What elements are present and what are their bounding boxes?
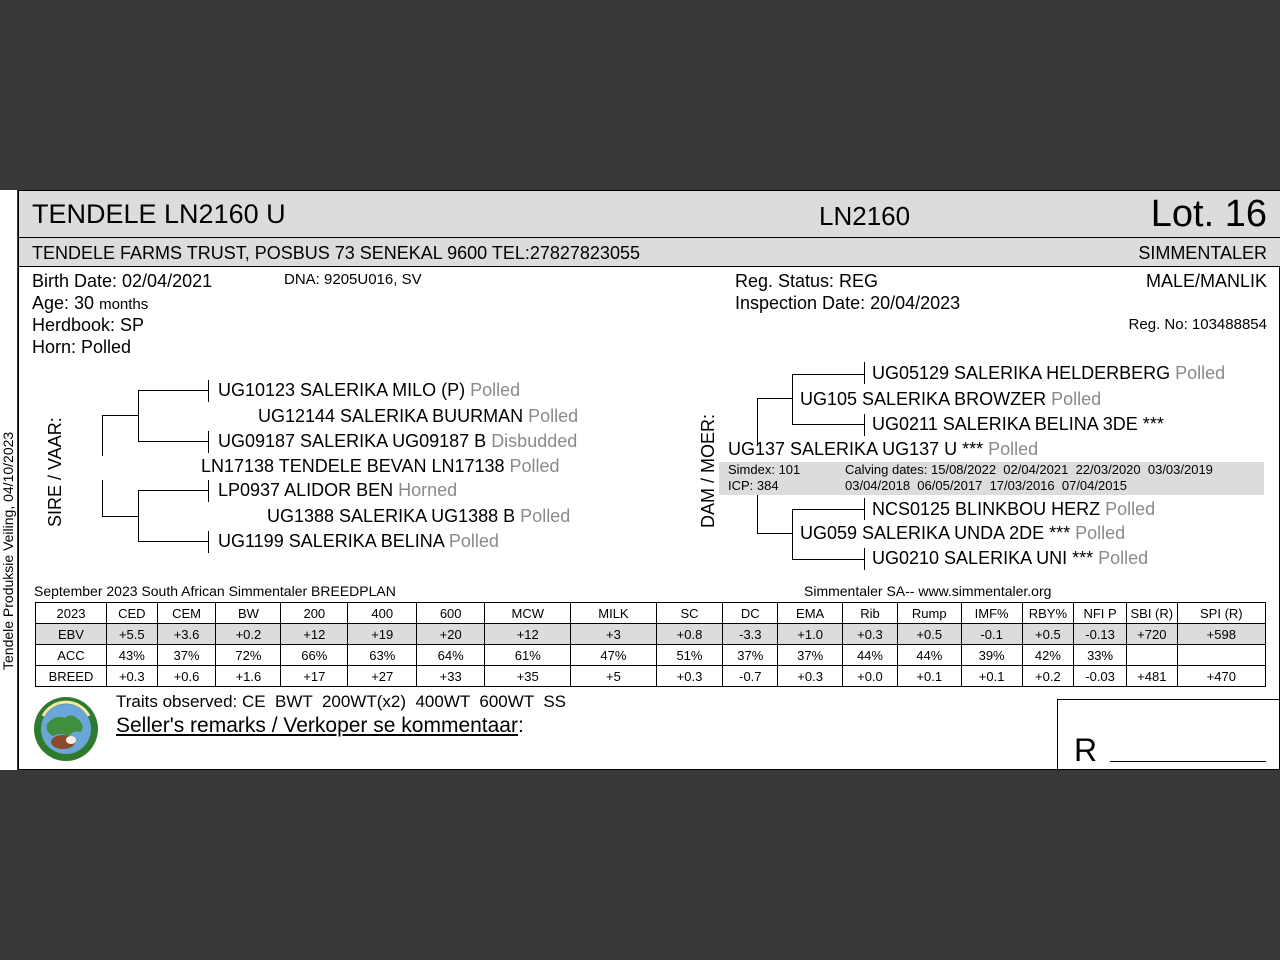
dam-line-14 — [864, 548, 865, 570]
sire-dam-sire — [218, 480, 457, 501]
breedplan-cell: +0.2 — [216, 624, 281, 645]
breedplan-cell: +470 — [1177, 666, 1265, 687]
breedplan-cell: 37% — [778, 645, 843, 666]
breedplan-cell: +1.0 — [778, 624, 843, 645]
simmentaler-logo — [33, 696, 99, 762]
breedplan-cell: +12 — [281, 624, 348, 645]
dam-sire — [800, 389, 1101, 410]
dam-line-3 — [792, 374, 793, 425]
age-value: 30 — [74, 293, 95, 313]
sire-name: LN17138 TENDELE BEVAN LN17138 — [201, 456, 505, 476]
reg-status: Reg. Status: REG — [735, 271, 879, 291]
birth-date: Birth Date: 02/04/2021 — [32, 271, 213, 291]
auction-side-label: Tendele Produksie Veiling, 04/10/2023 — [0, 431, 16, 670]
breedplan-cell: MCW — [485, 603, 571, 624]
animal-id: LN2160 — [819, 201, 911, 231]
traits-observed: Traits observed: CE BWT 200WT(x2) 400WT 600WT SS — [116, 692, 567, 711]
lot-card — [18, 190, 1280, 770]
simdex: Simdex: 101 — [728, 462, 801, 477]
sire-line-2 — [102, 516, 138, 517]
breedplan-cell: 61% — [485, 645, 571, 666]
dam-line-13 — [864, 498, 865, 520]
breedplan-cell: 600 — [417, 603, 485, 624]
breedplan-row — [36, 666, 1266, 687]
sire-dam-dam-name: UG1388 SALERIKA UG1388 B — [267, 506, 516, 526]
sire-line-8 — [138, 490, 139, 542]
breedplan-cell: -3.3 — [723, 624, 778, 645]
breedplan-cell: 72% — [216, 645, 281, 666]
reg-number: Reg. No: 103488854 — [1128, 316, 1267, 333]
breedplan-cell: 44% — [897, 645, 961, 666]
sex: MALE/MANLIK — [1145, 271, 1267, 291]
breedplan-cell: -0.1 — [961, 624, 1022, 645]
breedplan-cell: 400 — [348, 603, 417, 624]
breedplan-title: September 2023 South African Simmentaler BREEDPLAN — [34, 583, 396, 599]
breedplan-cell: +0.1 — [897, 666, 961, 687]
breedplan-cell: 43% — [106, 645, 157, 666]
sire-dam — [218, 531, 499, 552]
breedplan-cell: +12 — [485, 624, 571, 645]
breedplan-cell: +0.5 — [1022, 624, 1074, 645]
breedplan-cell: MILK — [571, 603, 656, 624]
sire-bracket-upper — [102, 415, 103, 456]
sire-sire — [218, 380, 520, 401]
breedplan-cell: +17 — [281, 666, 348, 687]
dam-dam-sire — [872, 499, 1155, 520]
breedplan-cell: 63% — [348, 645, 417, 666]
age — [32, 293, 148, 314]
herdbook: Herdbook: SP — [32, 315, 145, 335]
breedplan-cell: Rib — [843, 603, 898, 624]
dam-dam-sire-name: NCS0125 BLINKBOU HERZ — [872, 499, 1101, 519]
breedplan-row — [36, 645, 1266, 666]
breedplan-cell — [1177, 645, 1265, 666]
breedplan-cell: +720 — [1126, 624, 1177, 645]
breedplan-cell: -0.13 — [1074, 624, 1127, 645]
breedplan-cell: +0.8 — [656, 624, 723, 645]
sire — [201, 456, 560, 477]
breedplan-cell: EBV — [36, 624, 107, 645]
sire-sire-horn: Polled — [470, 380, 521, 400]
sire-sire-dam-horn: Disbudded — [491, 431, 578, 451]
breedplan-cell: SPI (R) — [1177, 603, 1265, 624]
dam-sire-sire — [872, 363, 1225, 384]
breedplan-cell: +27 — [348, 666, 417, 687]
breedplan-cell: RBY% — [1022, 603, 1074, 624]
dam-line-11 — [792, 509, 864, 510]
rand-label: R — [1074, 732, 1098, 768]
breedplan-cell: BW — [216, 603, 281, 624]
calving-dates-2: 03/04/2018 06/05/2017 17/03/2016 07/04/2015 — [845, 478, 1127, 493]
breedplan-row — [36, 624, 1266, 645]
breed-name: SIMMENTALER — [1138, 243, 1267, 263]
dam-dam-name: UG059 SALERIKA UNDA 2DE *** — [800, 523, 1071, 543]
breedplan-cell: +0.3 — [778, 666, 843, 687]
breedplan-cell: +19 — [348, 624, 417, 645]
sire-line-6 — [208, 380, 209, 402]
dna-info: DNA: 9205U016, SV — [284, 271, 422, 288]
breedplan-cell: +0.1 — [961, 666, 1022, 687]
breedplan-cell: 37% — [723, 645, 778, 666]
sire-sire-sire — [258, 406, 578, 427]
breedplan-cell: IMF% — [961, 603, 1022, 624]
breedplan-cell: 39% — [961, 645, 1022, 666]
breedplan-cell: +35 — [485, 666, 571, 687]
breedplan-cell: DC — [723, 603, 778, 624]
breedplan-cell: 42% — [1022, 645, 1074, 666]
dam-dam-dam — [872, 548, 1148, 569]
breedplan-cell: +0.6 — [157, 666, 216, 687]
icp: ICP: 384 — [728, 478, 779, 493]
breedplan-cell: Rump — [897, 603, 961, 624]
sire-line-7 — [208, 431, 209, 453]
sire-sire-dam — [218, 431, 577, 452]
breedplan-header-row — [36, 603, 1266, 624]
sire-dam-sire-name: LP0937 ALIDOR BEN — [218, 480, 394, 500]
breedplan-cell: NFI P — [1074, 603, 1127, 624]
sire-dam-dam-horn: Polled — [520, 506, 571, 526]
sire-line-9 — [138, 490, 208, 491]
sire-sire-sire-horn: Polled — [528, 406, 579, 426]
breedplan-cell: 37% — [157, 645, 216, 666]
dam-sire-horn: Polled — [1051, 389, 1102, 409]
breedplan-cell: ACC — [36, 645, 107, 666]
dam-line-9 — [757, 533, 792, 534]
sire-line-12 — [208, 531, 209, 553]
dam-line-8 — [757, 495, 758, 534]
breedplan-cell: +1.6 — [216, 666, 281, 687]
breedplan-cell: BREED — [36, 666, 107, 687]
breedplan-cell: EMA — [778, 603, 843, 624]
breedplan-cell: CED — [106, 603, 157, 624]
dam-sire-dam: UG0211 SALERIKA BELINA 3DE *** — [872, 414, 1164, 434]
breedplan-cell: 44% — [843, 645, 898, 666]
breedplan-cell: -0.03 — [1074, 666, 1127, 687]
lot-number: Lot. 16 — [1150, 193, 1267, 235]
breedplan-cell: +0.2 — [1022, 666, 1074, 687]
breedplan-source: Simmentaler SA-- www.simmentaler.org — [804, 583, 1052, 599]
dam-dam-dam-name: UG0210 SALERIKA UNI *** — [872, 548, 1094, 568]
sire-dam-horn: Polled — [448, 531, 499, 551]
sire-line-11 — [208, 480, 209, 502]
sire-sire-dam-name: UG09187 SALERIKA UG09187 B — [218, 431, 487, 451]
dam-dam-horn: Polled — [1075, 523, 1126, 543]
seller-remarks-colon: : — [517, 714, 524, 737]
animal-name: TENDELE LN2160 U — [32, 199, 286, 229]
dam-sire-sire-name: UG05129 SALERIKA HELDERBERG — [872, 363, 1171, 383]
dam-name: UG137 SALERIKA UG137 U *** — [728, 439, 984, 459]
sire-line-1 — [102, 415, 138, 416]
age-unit: months — [99, 296, 149, 313]
age-label: Age: — [32, 293, 75, 313]
sire-dam-dam — [267, 506, 570, 527]
breedplan-cell: 2023 — [36, 603, 107, 624]
dam-line-2 — [757, 398, 792, 399]
dam-line-5 — [792, 424, 864, 425]
breedplan-cell: +598 — [1177, 624, 1265, 645]
seller-remarks-label: Seller's remarks / Verkoper se kommentaar — [116, 714, 518, 737]
breedplan-cell: 66% — [281, 645, 348, 666]
breedplan-cell: +0.3 — [656, 666, 723, 687]
breedplan-cell: CEM — [157, 603, 216, 624]
breedplan-cell: +0.3 — [843, 624, 898, 645]
breedplan-cell: 64% — [417, 645, 485, 666]
dam-dam-dam-horn: Polled — [1098, 548, 1149, 568]
sire-dam-sire-horn: Horned — [398, 480, 458, 500]
breedplan-cell: 47% — [571, 645, 656, 666]
breedplan-cell: +0.5 — [897, 624, 961, 645]
breedplan-cell: +3.6 — [157, 624, 216, 645]
sire-line-3 — [138, 390, 139, 442]
dam-label: DAM / MOER: — [698, 413, 718, 528]
owner-address: TENDELE FARMS TRUST, POSBUS 73 SENEKAL 9600 TEL:27827823055 — [32, 243, 640, 263]
dam-line-6 — [864, 362, 865, 384]
breedplan-cell: +481 — [1126, 666, 1177, 687]
dam-horn: Polled — [988, 439, 1039, 459]
breedplan-cell: SC — [656, 603, 723, 624]
breedplan-cell: +20 — [417, 624, 485, 645]
price-box[interactable] — [1057, 699, 1280, 771]
dam-line-4 — [792, 374, 864, 375]
breedplan-cell: -0.7 — [723, 666, 778, 687]
sire-horn: Polled — [509, 456, 560, 476]
breedplan-cell: +3 — [571, 624, 656, 645]
breedplan-cell: +0.3 — [106, 666, 157, 687]
sire-sire-name: UG10123 SALERIKA MILO (P) — [218, 380, 466, 400]
sire-line-10 — [138, 541, 208, 542]
breedplan-cell: 51% — [656, 645, 723, 666]
calving-dates-1: Calving dates: 15/08/2022 02/04/2021 22/03/2020 03/03/2019 — [845, 462, 1213, 477]
breedplan-cell: +0.0 — [843, 666, 898, 687]
dam-line-10 — [792, 509, 793, 560]
dam-dam-sire-horn: Polled — [1105, 499, 1156, 519]
breedplan-cell — [1126, 645, 1177, 666]
dam — [728, 439, 1038, 460]
breedplan-cell: 200 — [281, 603, 348, 624]
dam-sire-name: UG105 SALERIKA BROWZER — [800, 389, 1047, 409]
breedplan-cell: SBI (R) — [1126, 603, 1177, 624]
seller-remarks — [116, 714, 524, 738]
side-label-strip — [0, 190, 17, 770]
inspection-date: Inspection Date: 20/04/2023 — [735, 293, 961, 313]
sire-label: SIRE / VAAR: — [45, 417, 65, 527]
sire-sire-sire-name: UG12144 SALERIKA BUURMAN — [258, 406, 524, 426]
breedplan-cell: +5.5 — [106, 624, 157, 645]
dam-line-12 — [792, 559, 864, 560]
breedplan-cell: +33 — [417, 666, 485, 687]
dam-dam — [800, 523, 1125, 544]
sire-dam-name: UG1199 SALERIKA BELINA — [218, 531, 444, 551]
sire-bracket-lower — [102, 480, 103, 517]
breedplan-cell: +5 — [571, 666, 656, 687]
breedplan-cell: 33% — [1074, 645, 1127, 666]
breedplan-table — [35, 602, 1266, 687]
sire-line-5 — [138, 441, 208, 442]
dam-sire-sire-horn: Polled — [1175, 363, 1226, 383]
price-line — [1110, 761, 1266, 762]
sire-line-4 — [138, 390, 208, 391]
dam-line-7 — [864, 414, 865, 436]
horn-status: Horn: Polled — [32, 337, 132, 357]
